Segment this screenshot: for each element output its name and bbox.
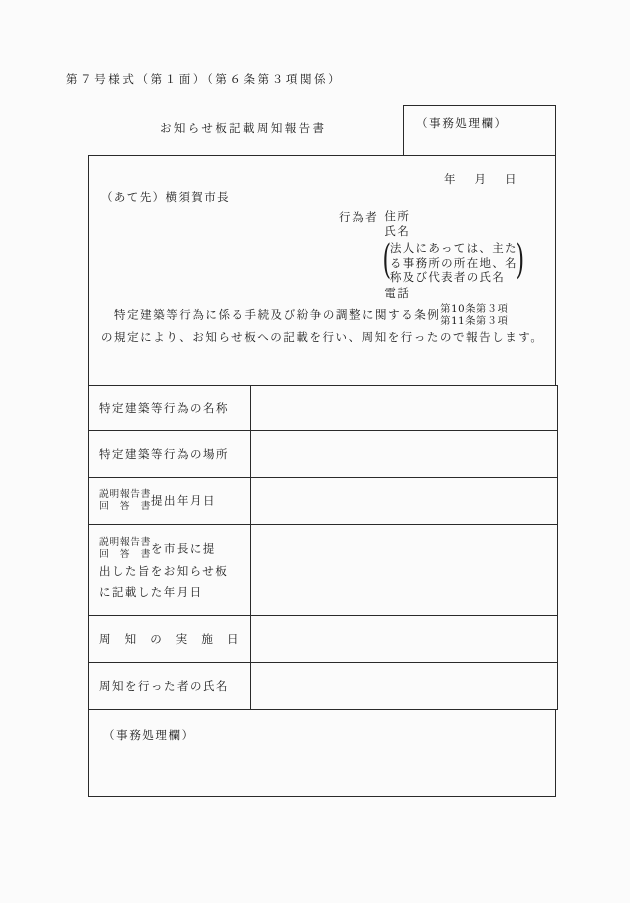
row-label-cell: [89, 386, 251, 431]
body-run-1: 特定建築等行為に係る手続及び紛争の調整に関する条例: [101, 307, 441, 322]
applicant-phone-label: 電話: [384, 285, 411, 300]
article-reference-line-1: 第10条第３項: [440, 304, 509, 315]
row-value-cell[interactable]: [251, 525, 558, 616]
row-label-stack-top: 説明報告書: [99, 489, 151, 500]
table-row: [89, 663, 558, 710]
form-table: [88, 385, 558, 710]
table-row: [89, 478, 558, 525]
table-row: [89, 616, 558, 663]
form-upper-section: [88, 155, 556, 385]
table-row: [89, 386, 558, 431]
row-label-cell: [89, 663, 251, 710]
body-run-2: の規定により、お知らせ板への記載を行い、周知を行ったので報告しま: [101, 330, 519, 344]
body-run-3: す。: [518, 330, 544, 344]
applicant-title-label: 行為者: [339, 210, 379, 224]
row-value-cell[interactable]: [251, 431, 558, 478]
table-row: [89, 525, 558, 616]
corporation-note-line-2: る事務所の所在地、名: [389, 255, 518, 270]
admin-processing-box-bottom: [88, 709, 556, 797]
row-label-stack-top: 説明報告書: [99, 537, 151, 548]
form-code: 第７号様式（第１面）（第６条第３項関係）: [66, 72, 343, 86]
row-label-line-2: 出した旨をお知らせ板: [99, 563, 229, 578]
row-label-stack: [99, 537, 151, 560]
row-label-text: 周知を行った者の氏名: [99, 679, 229, 693]
table-row: [89, 431, 558, 478]
row-label-cell: [89, 431, 251, 478]
admin-processing-box-bottom-label: （事務処理欄）: [103, 728, 195, 742]
body-paragraph: [101, 304, 545, 348]
row-label-tail: 提出年月日: [150, 493, 216, 507]
corporation-note-line-3: 称及び代表者の氏名: [389, 270, 506, 284]
row-label-cell: [89, 525, 251, 616]
row-value-cell[interactable]: [251, 478, 558, 525]
row-value-cell[interactable]: [251, 663, 558, 710]
bracket-right-glyph: ): [515, 238, 525, 282]
page-title: お知らせ板記載周知報告書: [160, 121, 327, 135]
admin-processing-box-top-label: （事務処理欄）: [416, 116, 508, 130]
row-label-cell: [89, 478, 251, 525]
applicant-address-label: 住所: [384, 209, 411, 223]
corporation-note: [382, 238, 525, 285]
corporation-note-line-1: 法人にあっては、主た: [389, 241, 518, 255]
row-label-stack-bottom: 回答書: [99, 548, 151, 560]
row-value-cell[interactable]: [251, 386, 558, 431]
row-label-cell: [89, 616, 251, 663]
row-label-stack: [99, 489, 151, 512]
row-label-text: 周知の実施日: [99, 632, 240, 646]
row-label-line-1: [99, 538, 240, 561]
article-reference-line-2: 第11条第３項: [440, 315, 509, 327]
applicant-block: [339, 209, 525, 301]
row-value-cell[interactable]: [251, 616, 558, 663]
admin-processing-box-top: [403, 105, 556, 155]
corporation-note-lines: [390, 240, 518, 285]
applicant-name-label: 氏名: [384, 224, 411, 238]
row-label-text: 特定建築等行為の名称: [99, 401, 229, 415]
row-label-tail: を市長に提: [150, 541, 216, 555]
article-reference-stack: [440, 304, 508, 327]
row-label-stack-bottom: 回答書: [99, 500, 151, 512]
row-label-line-3: に記載した年月日: [99, 584, 203, 599]
row-label-text: 特定建築等行為の場所: [99, 447, 229, 461]
applicant-fields: [382, 209, 525, 301]
date-day-label: 日: [505, 172, 518, 186]
date-line: [444, 171, 518, 187]
date-month-label: 月: [474, 172, 487, 186]
addressee-line: （あて先）横須賀市長: [101, 190, 230, 204]
date-year-label: 年: [444, 172, 457, 186]
bracket-left-glyph: (: [382, 238, 392, 282]
